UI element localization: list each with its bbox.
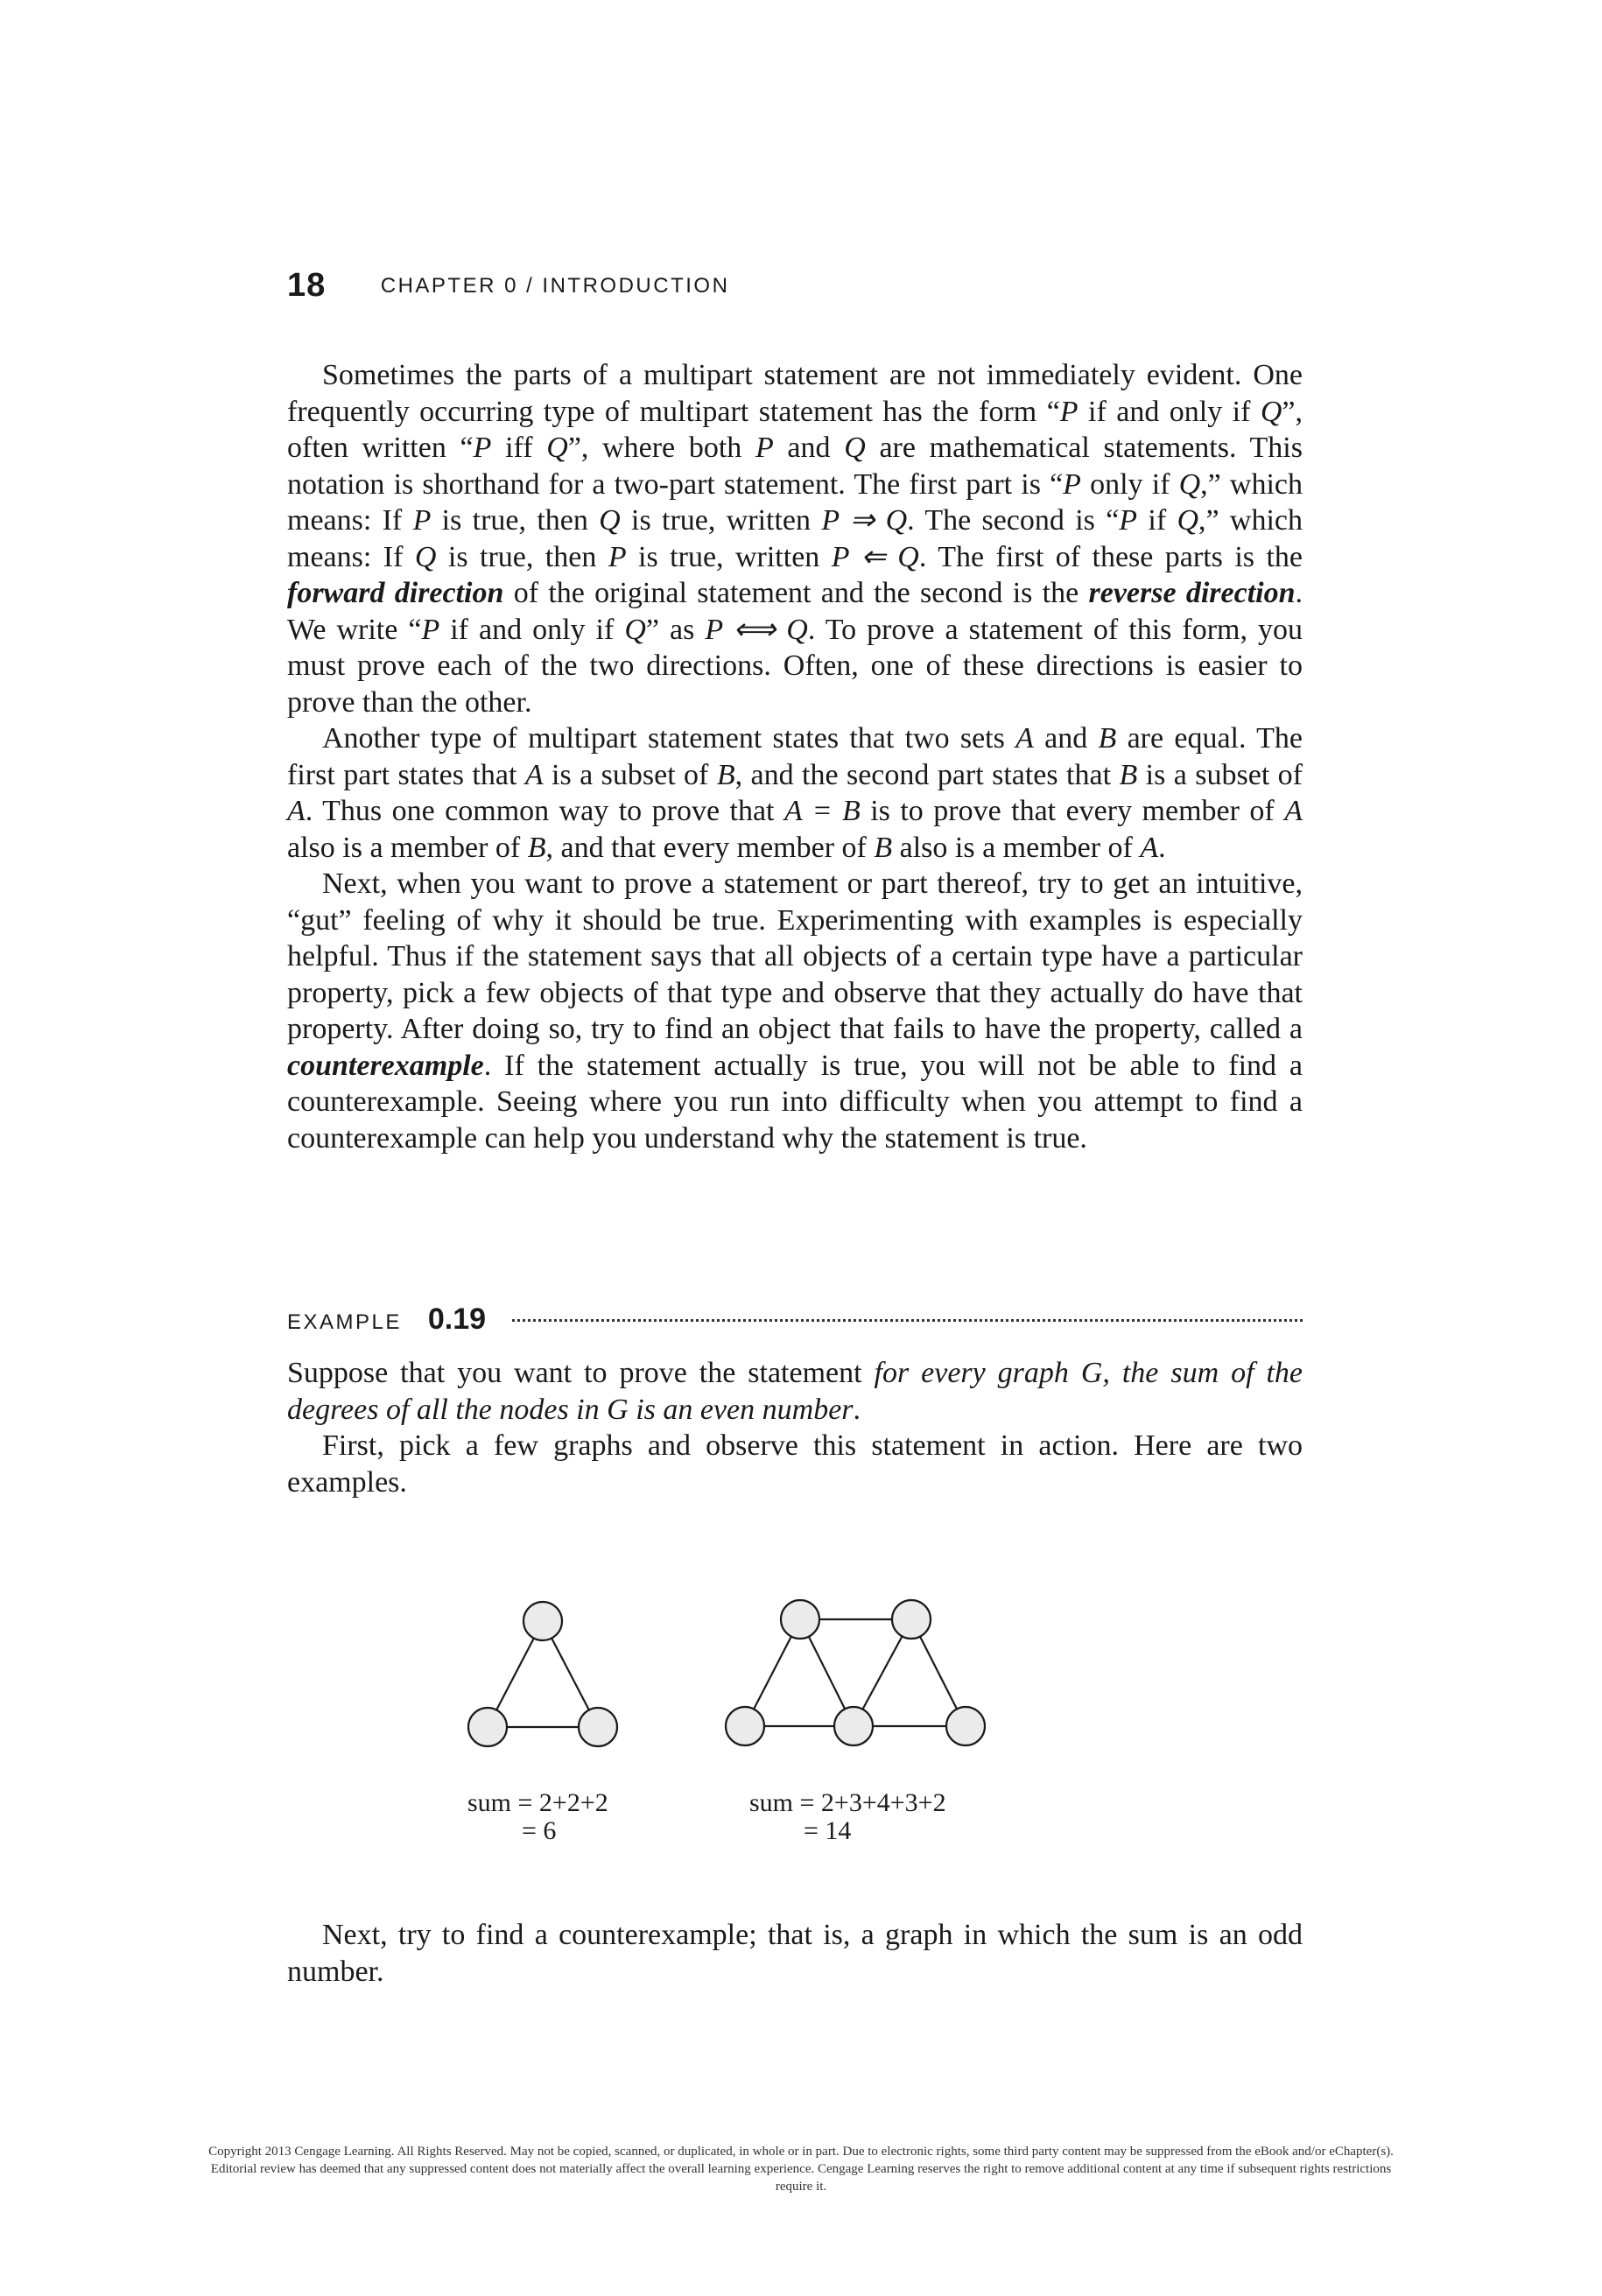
page-number: 18	[287, 267, 327, 304]
graph-node	[946, 1707, 985, 1745]
graph-node	[781, 1600, 819, 1639]
graph2-caption	[749, 1789, 946, 1845]
example-intro: Suppose that you want to prove the statement for every graph G, the sum of the degrees of all the nodes in G is an even number.	[287, 1357, 1303, 1426]
graph-node	[579, 1708, 617, 1746]
graph2-total: = 14	[804, 1816, 852, 1845]
term-counterexample: counterexample	[287, 1049, 484, 1082]
graph1-sum: sum = 2+2+2	[467, 1788, 608, 1817]
graph-node	[726, 1707, 764, 1745]
graph2-sum: sum = 2+3+4+3+2	[749, 1788, 946, 1817]
paragraph-counterexample: Next, when you want to prove a statement or part thereof, try to get an intuitive, “gut” feeling of why it should be true. Experimenting with examples is especially helpful. Thus if the statement says that all objects of a certain type have a particular property, pick a few objects of that type and observe that they actually do have that property. After doing so, try to find an object that fails to have the property, called a counterexample. If the statement actually is true, you will not be able to find a counterexample. Seeing where you run into difficulty when you attempt to find a counterexample can help you understand why the statement is true.	[287, 867, 1303, 1155]
closing-paragraph: Next, try to find a counterexample; that is, a graph in which the sum is an odd number.	[287, 1919, 1303, 1988]
graph-triangle	[468, 1602, 617, 1746]
example-first-step: First, pick a few graphs and observe this statement in action. Here are two examples.	[287, 1429, 1303, 1499]
paragraph-iff: Sometimes the parts of a multipart statement are not immediately evident. One frequently occurring type of multipart statement has the form “P if and only if Q”, often written “P iff Q”, where both P and Q are mathematical statements. This notation is shorthand for a two-part statement. The first part is “P only if Q,” which means: If P is true, then Q is true, written P ⇒ Q. The second is “P if Q,” which means: If Q is true, then P is true, written P ⇐ Q. The first of these parts is the forward direction of the original statement and the second is the reverse direction. We write “P if and only if Q” as P ⟺ Q. To prove a statement of this form, you must prove each of the two directions. Often, one of these directions is easier to prove than the other.	[287, 359, 1303, 719]
graph1-total: = 6	[522, 1816, 557, 1845]
graph-node	[468, 1708, 507, 1746]
copyright-notice: Copyright 2013 Cengage Learning. All Rights Reserved. May not be copied, scanned, or duplicated, in whole or in part. Due to electronic rights, some third party content may be suppressed from the eBook and/or eChapter(s). Editorial review has deemed that any suppressed content does not materially affect the overall learning experience. Cengage Learning reserves the right to remove additional content at any time if subsequent rights restrictions require it.	[208, 2145, 1394, 2194]
term-reverse-direction: reverse direction	[1088, 577, 1296, 609]
closing-text	[287, 1917, 1303, 1990]
term-forward-direction: forward direction	[287, 577, 504, 609]
graph-node	[892, 1600, 931, 1639]
graph-two-triangles	[726, 1600, 985, 1745]
graph-node	[523, 1602, 562, 1640]
example-label: EXAMPLE	[287, 1310, 402, 1334]
example-number: 0.19	[427, 1302, 487, 1336]
chapter-title: CHAPTER 0 / INTRODUCTION	[380, 274, 730, 298]
graph1-caption	[467, 1789, 608, 1845]
paragraph-sets: Another type of multipart statement states that two sets A and B are equal. The first part states that A is a subset of B, and the second part states that B is a subset of A. Thus one common way to prove that A = B is to prove that every member of A also is a member of B, and that every member of B also is a member of A.	[287, 722, 1303, 864]
graph-node	[834, 1707, 873, 1745]
